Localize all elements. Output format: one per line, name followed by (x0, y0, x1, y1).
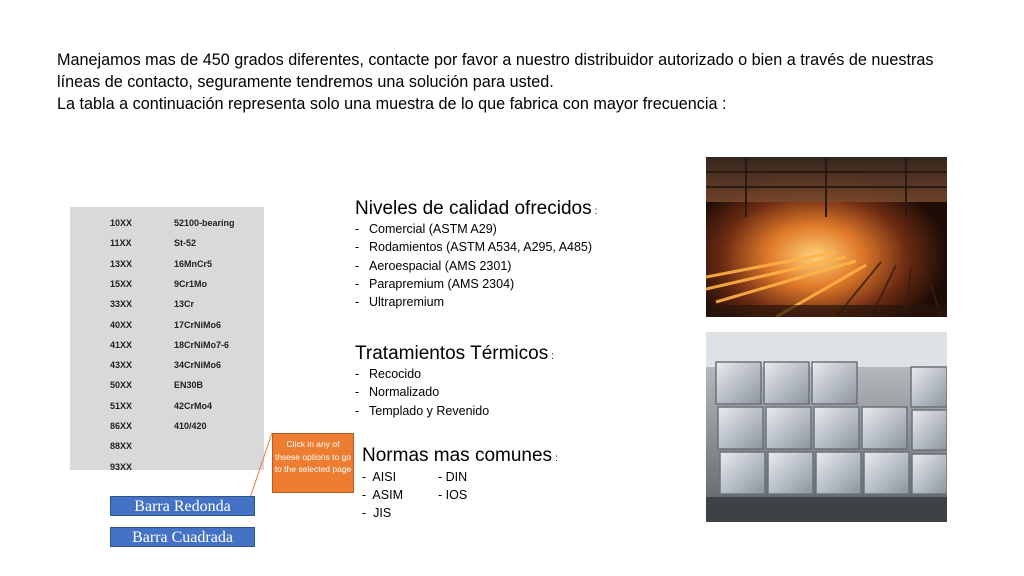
norms-title-colon: : (555, 453, 558, 464)
grade-aisi: 33XX (110, 299, 133, 310)
intro-line-2: La tabla a continuación representa solo una muestra de lo que fabrica con mayor frecuencia : (57, 95, 727, 113)
quality-item-text: Ultrapremium (369, 295, 445, 310)
hot-rolling-mill-photo (706, 157, 947, 317)
grades-table-row (70, 354, 264, 374)
grade-aisi: 10XX (110, 218, 133, 228)
callout-connector (250, 433, 272, 498)
norm-row (362, 468, 522, 486)
quality-title-text: Niveles de calidad ofrecidos (355, 198, 592, 219)
grade-other: 18CrNiMo7-6 (174, 339, 230, 350)
grades-table-row (70, 212, 264, 232)
grade-aisi: 86XX (110, 421, 133, 431)
grade-other: 42CrMo4 (174, 400, 213, 411)
grades-table-row (70, 232, 264, 252)
norm-item: - ASIM (362, 488, 403, 502)
grade-aisi: 93XX (110, 461, 133, 472)
treatment-item-text: Recocido (369, 367, 422, 381)
grades-table-row (70, 456, 264, 476)
quality-item (355, 220, 592, 238)
quality-list (355, 220, 592, 311)
norms-title (362, 445, 558, 467)
norm-row (362, 504, 522, 522)
quality-item-text: Aeroespacial (AMS 2301) (369, 258, 512, 273)
list-dash: - (355, 276, 360, 291)
grade-aisi: 41XX (110, 339, 133, 350)
quality-item (355, 257, 592, 275)
list-dash: - (355, 258, 360, 273)
intro-text (57, 49, 977, 115)
grade-other: 9Cr1Mo (174, 278, 208, 289)
round-bar-button[interactable]: Barra Redonda (110, 496, 255, 516)
quality-item (355, 238, 592, 256)
norm-item: - AISI (362, 470, 397, 484)
quality-item-text: Comercial (ASTM A29) (369, 222, 497, 236)
treatment-item (355, 383, 489, 401)
norms-list (362, 468, 522, 522)
norms-title-text: Normas mas comunes (362, 445, 553, 466)
list-dash: - (355, 295, 360, 310)
grade-other: 52100-bearing (174, 218, 235, 228)
quality-item (355, 275, 592, 293)
treatments-title-colon: : (551, 351, 555, 362)
grade-aisi: 11XX (110, 238, 132, 249)
grades-table-row (70, 293, 264, 313)
grade-aisi: 51XX (110, 400, 133, 411)
list-dash: - (355, 240, 360, 255)
quality-title (355, 198, 597, 220)
list-dash: - (355, 385, 360, 400)
treatments-title (355, 343, 554, 365)
grade-other: 17CrNiMo6 (174, 319, 222, 330)
norm-item: - IOS (438, 488, 468, 502)
grades-table-row (70, 374, 264, 394)
treatment-item (355, 365, 489, 383)
grade-aisi: 50XX (110, 380, 133, 391)
grade-other: St-52 (174, 238, 197, 249)
grades-table-row (70, 334, 264, 354)
grade-aisi: 13XX (110, 258, 133, 269)
quality-item (355, 293, 592, 311)
list-dash: - (355, 367, 360, 381)
grade-other: 16MnCr5 (174, 258, 213, 269)
norm-row (362, 486, 522, 504)
square-bars-image (706, 332, 947, 522)
treatments-list (355, 365, 489, 420)
grade-other: 34CrNiMo6 (174, 360, 222, 371)
quality-item-text: Parapremium (AMS 2304) (369, 276, 515, 291)
grades-table-row (70, 314, 264, 334)
grade-other: EN30B (174, 380, 204, 391)
grade-other: 13Cr (174, 299, 195, 310)
grades-table-row (70, 435, 264, 455)
callout-note: Click in any of thsese options to go to the selected page (272, 433, 354, 493)
grades-table-row (70, 253, 264, 273)
square-bars-photo (706, 332, 947, 522)
treatment-item (355, 402, 489, 420)
hot-rolling-mill-image (706, 157, 947, 317)
grades-table-row (70, 415, 264, 435)
quality-item-text: Rodamientos (ASTM A534, A295, A485) (369, 240, 593, 255)
grades-table (70, 207, 264, 470)
grade-aisi: 15XX (110, 278, 133, 289)
grade-other: 410/420 (174, 421, 207, 431)
intro-line-1: Manejamos mas de 450 grados diferentes, contacte por favor a nuestro distribuidor autorizado o bien a través de nuestras líneas de contacto, seguramente tendremos una solución para usted. (57, 51, 934, 91)
grade-aisi: 40XX (110, 319, 133, 330)
grades-table-row (70, 273, 264, 293)
list-dash: - (355, 403, 360, 418)
grade-aisi: 88XX (110, 441, 133, 452)
list-dash: - (355, 222, 360, 236)
treatments-title-text: Tratamientos Térmicos (355, 343, 549, 364)
square-bar-button[interactable]: Barra Cuadrada (110, 527, 255, 547)
grade-aisi: 43XX (110, 360, 133, 371)
treatment-item-text: Normalizado (369, 385, 440, 400)
norm-item: - JIS (362, 506, 392, 520)
quality-title-colon: : (594, 206, 598, 217)
norm-item: - DIN (438, 470, 468, 484)
treatment-item-text: Templado y Revenido (369, 403, 490, 418)
grades-table-row (70, 395, 264, 415)
